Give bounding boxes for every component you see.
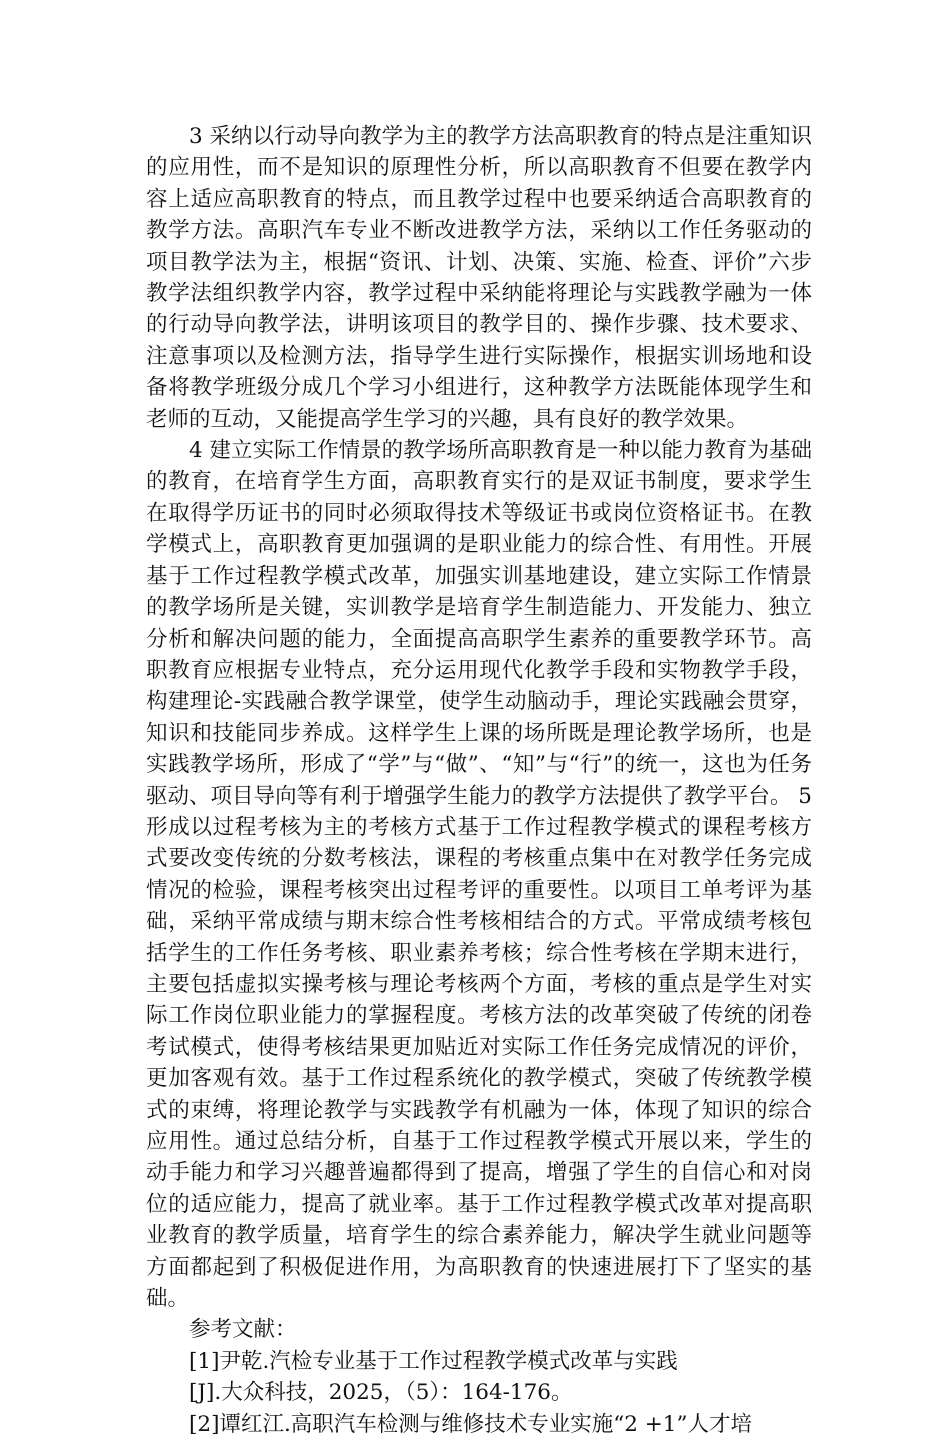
reference-line: [2]谭红江.高职汽车检测与维修技术专业实施“2 +1”人才培 [189, 1411, 752, 1437]
reference-line: [J].大众科技，2025，（5）：164-176。 [189, 1380, 573, 1406]
references-heading: 参考文献： [189, 1317, 297, 1343]
document-body [146, 121, 812, 1440]
paragraph-teaching-method: 3 采纳以行动导向教学为主的教学方法高职教育的特点是注重知识的应用性，而不是知识的原理性分析，所以高职教育不但要在教学内容上适应高职教育的特点，而且教学过程中也要采纳适合高职教育的教学方法。高职汽车专业不断改进教学方法，采纳以工作任务驱动的项目教学法为主，根据“资讯、计划、决策、实施、检查、评价”六步教学法组织教学内容，教学过程中采纳能将理论与实践教学融为一体的行动导向教学法，讲明该项目的教学目的、操作步骤、技术要求、注意事项以及检测方法，指导学生进行实际操作，根据实训场地和设备将教学班级分成几个学习小组进行，这种教学方法既能体现学生和老师的互动，又能提高学生学习的兴趣，具有良好的教学效果。 [146, 124, 812, 432]
reference-line: [1]尹乾.汽检专业基于工作过程教学模式改革与实践 [189, 1348, 678, 1374]
paragraph-work-scenario: 4 建立实际工作情景的教学场所高职教育是一种以能力教育为基础的教育，在培育学生方面，高职教育实行的是双证书制度，要求学生在取得学历证书的同时必须取得技术等级证书或岗位资格证书。在教学模式上，高职教育更加强调的是职业能力的综合性、有用性。开展基于工作过程教学模式改革，加强实训基地建设，建立实际工作情景的教学场所是关键，实训教学是培育学生制造能力、开发能力、独立分析和解决问题的能力，全面提高高职学生素养的重要教学环节。高职教育应根据专业特点，充分运用现代化教学手段和实物教学手段，构建理论-实践融合教学课堂，使学生动脑动手，理论实践融会贯穿，知识和技能同步养成。这样学生上课的场所既是理论教学场所，也是实践教学场所，形成了“学”与“做”、“知”与“行”的统一，这也为任务驱动、项目导向等有利于增强学生能力的教学方法提供了教学平台。 5形成以过程考核为主的考核方式基于工作过程教学模式的课程考核方式要改变传统的分数考核法，课程的考核重点集中在对教学任务完成情况的检验，课程考核突出过程考评的重要性。以项目工单考评为基础，采纳平常成绩与期末综合性考核相结合的方式。平常成绩考核包括学生的工作任务考核、职业素养考核；综合性考核在学期末进行，主要包括虚拟实操考核与理论考核两个方面，考核的重点是学生对实际工作岗位职业能力的掌握程度。考核方法的改革突破了传统的闭卷考试模式，使得考核结果更加贴近对实际工作任务完成情况的评价，更加客观有效。基于工作过程系统化的教学模式，突破了传统教学模式的束缚，将理论教学与实践教学有机融为一体，体现了知识的综合应用性。通过总结分析，自基于工作过程教学模式开展以来，学生的动手能力和学习兴趣普遍都得到了提高，增强了学生的自信心和对岗位的适应能力，提高了就业率。基于工作过程教学模式改革对提高职业教育的教学质量，培育学生的综合素养能力，解决学生就业问题等方面都起到了积极促进作用，为高职教育的快速进展打下了坚实的基础。 [146, 438, 812, 1312]
